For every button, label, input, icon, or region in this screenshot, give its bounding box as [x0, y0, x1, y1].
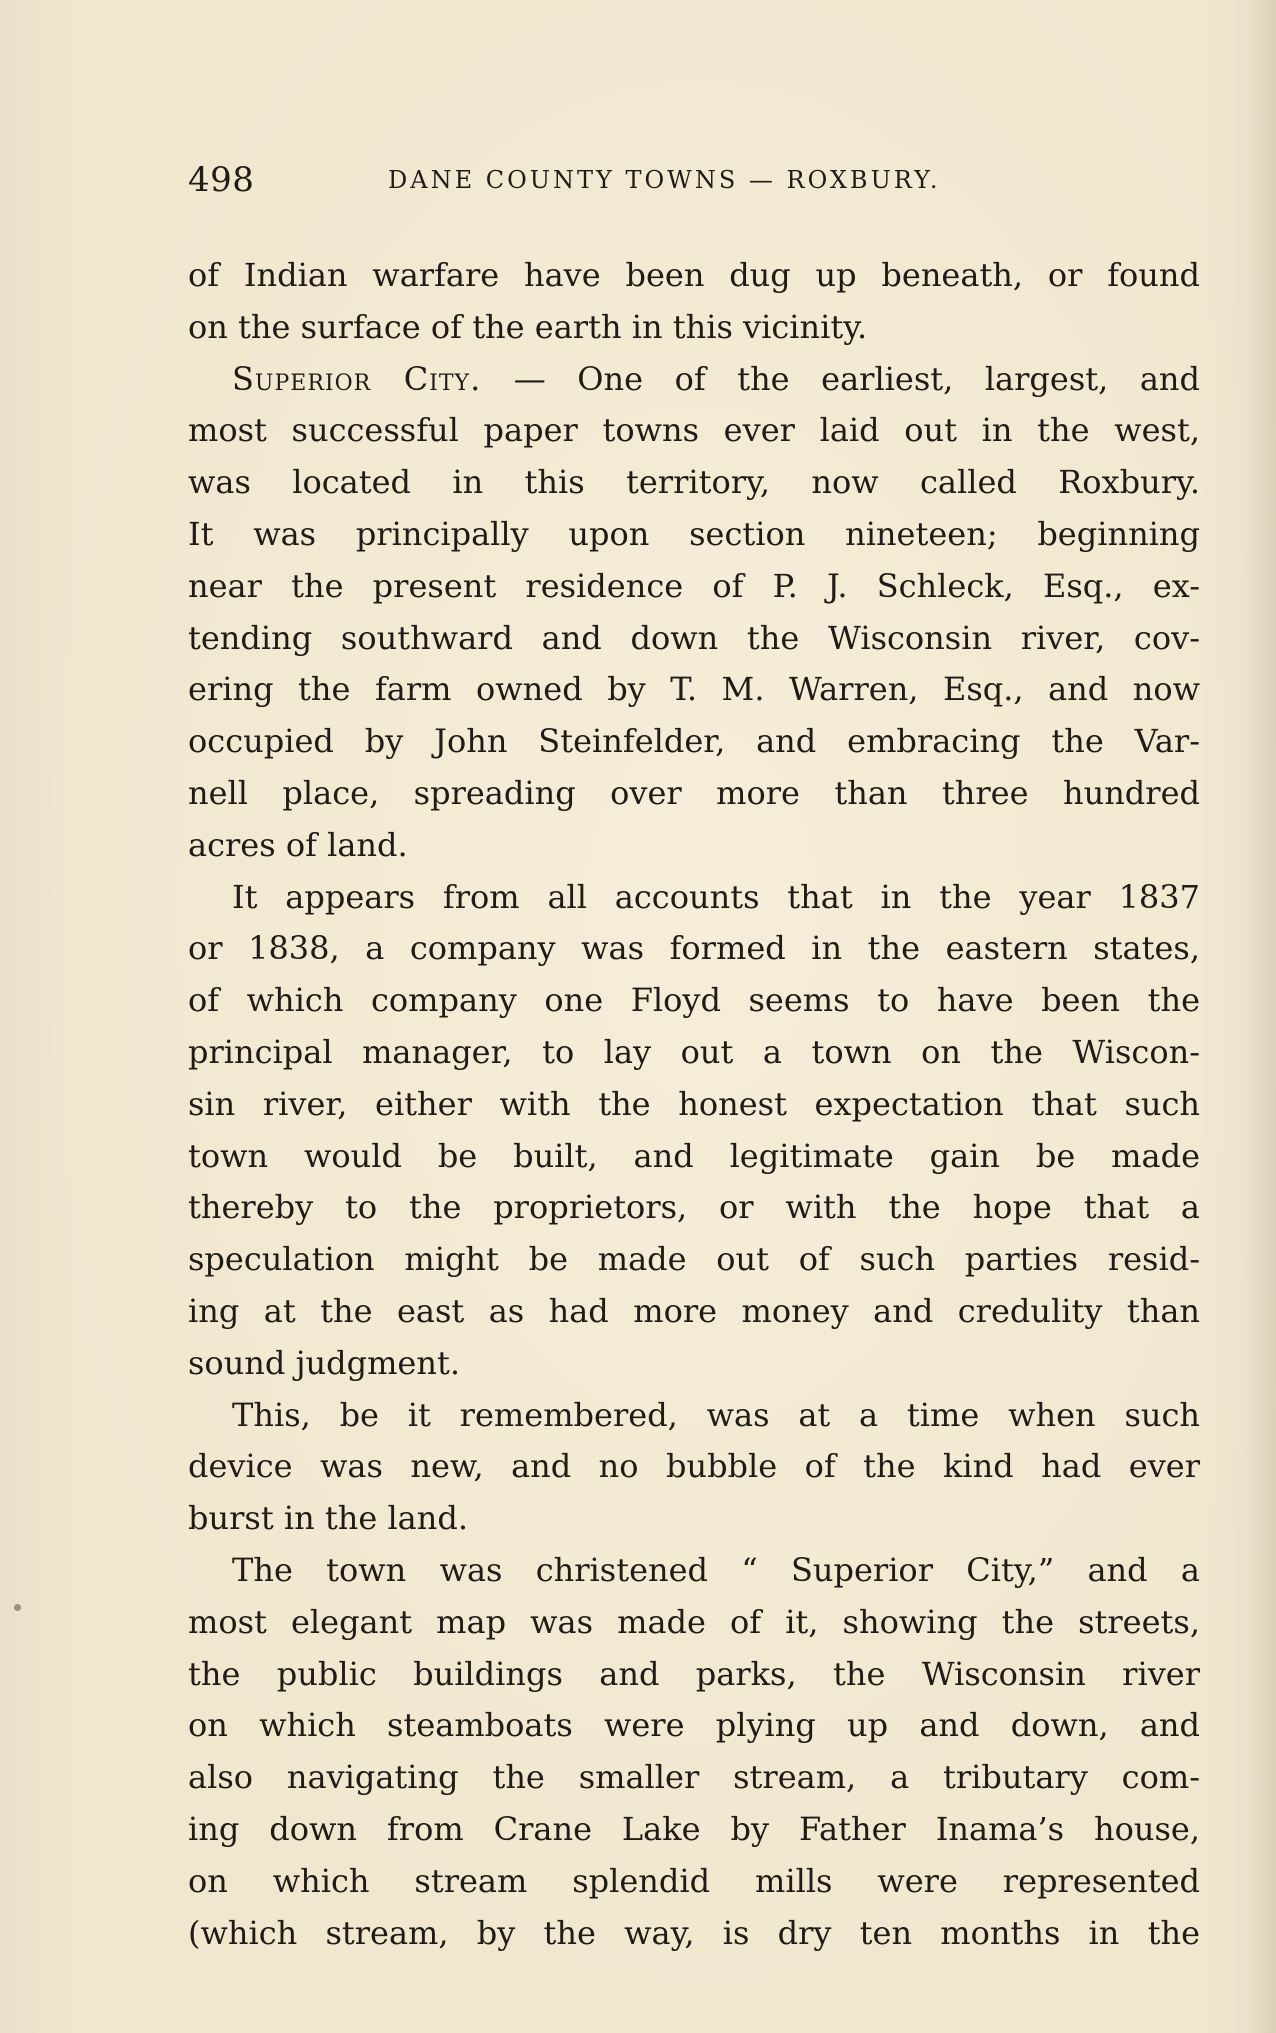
text-line: acres of land. — [188, 825, 408, 864]
text-line: most successful paper towns ever laid out in the west, — [188, 411, 1200, 450]
text-line: It appears from all accounts that in the year 1837 — [232, 877, 1200, 916]
text-line-rest: — One of the earliest, largest, and — [513, 359, 1200, 398]
text-line: speculation might be made out of such parties resid- — [188, 1240, 1200, 1279]
text-line: on which steamboats were plying up and down, and — [188, 1706, 1200, 1745]
text-line: the public buildings and parks, the Wisconsin river — [188, 1654, 1200, 1693]
text-line: most elegant map was made of it, showing the streets, — [188, 1602, 1200, 1641]
text-line: ing down from Crane Lake by Father Inama’s house, — [188, 1809, 1200, 1848]
text-line: was located in this territory, now called Roxbury. — [188, 463, 1200, 502]
page-edge-shadow — [1246, 0, 1276, 2033]
running-head: DANE COUNTY TOWNS — ROXBURY. — [388, 166, 941, 194]
text-line: device was new, and no bubble of the kind had ever — [188, 1447, 1200, 1486]
text-line: also navigating the smaller stream, a tributary com- — [188, 1758, 1200, 1797]
text-line: tending southward and down the Wisconsin river, cov- — [188, 618, 1200, 657]
text-line: It was principally upon section nineteen; beginning — [188, 514, 1200, 553]
text-line: sin river, either with the honest expectation that such — [188, 1084, 1200, 1123]
text-line: of which company one Floyd seems to have been the — [188, 981, 1200, 1020]
text-line: of Indian warfare have been dug up beneath, or found — [188, 256, 1200, 294]
text-line: (which stream, by the way, is dry ten months in the — [188, 1913, 1200, 1952]
text-line: ering the farm owned by T. M. Warren, Esq., and now — [188, 670, 1200, 709]
text-line: nell place, spreading over more than three hundred — [188, 773, 1200, 812]
margin-speck — [14, 1604, 21, 1611]
page-header — [188, 160, 1008, 204]
body-text — [188, 250, 1200, 1959]
text-line: sound judgment. — [188, 1343, 460, 1382]
text-line — [188, 354, 1200, 406]
text-line: This, be it remembered, was at a time when such — [232, 1395, 1200, 1434]
page-number: 498 — [188, 160, 255, 200]
text-line: or 1838, a company was formed in the eastern states, — [188, 929, 1200, 968]
text-line: on the surface of the earth in this vicinity. — [188, 307, 868, 346]
text-line: occupied by John Steinfelder, and embracing the Var- — [188, 722, 1200, 761]
text-line: principal manager, to lay out a town on the Wiscon- — [188, 1032, 1200, 1071]
text-line: ing at the east as had more money and credulity than — [188, 1291, 1200, 1330]
text-line: thereby to the proprietors, or with the hope that a — [188, 1188, 1200, 1227]
text-line: near the present residence of P. J. Schleck, Esq., ex- — [188, 566, 1200, 605]
text-line: on which stream splendid mills were represented — [188, 1861, 1200, 1900]
text-line: town would be built, and legitimate gain be made — [188, 1136, 1200, 1175]
section-heading: Superior City. — [232, 359, 514, 398]
text-line: burst in the land. — [188, 1499, 469, 1538]
text-line: The town was christened “ Superior City,” and a — [232, 1550, 1200, 1589]
